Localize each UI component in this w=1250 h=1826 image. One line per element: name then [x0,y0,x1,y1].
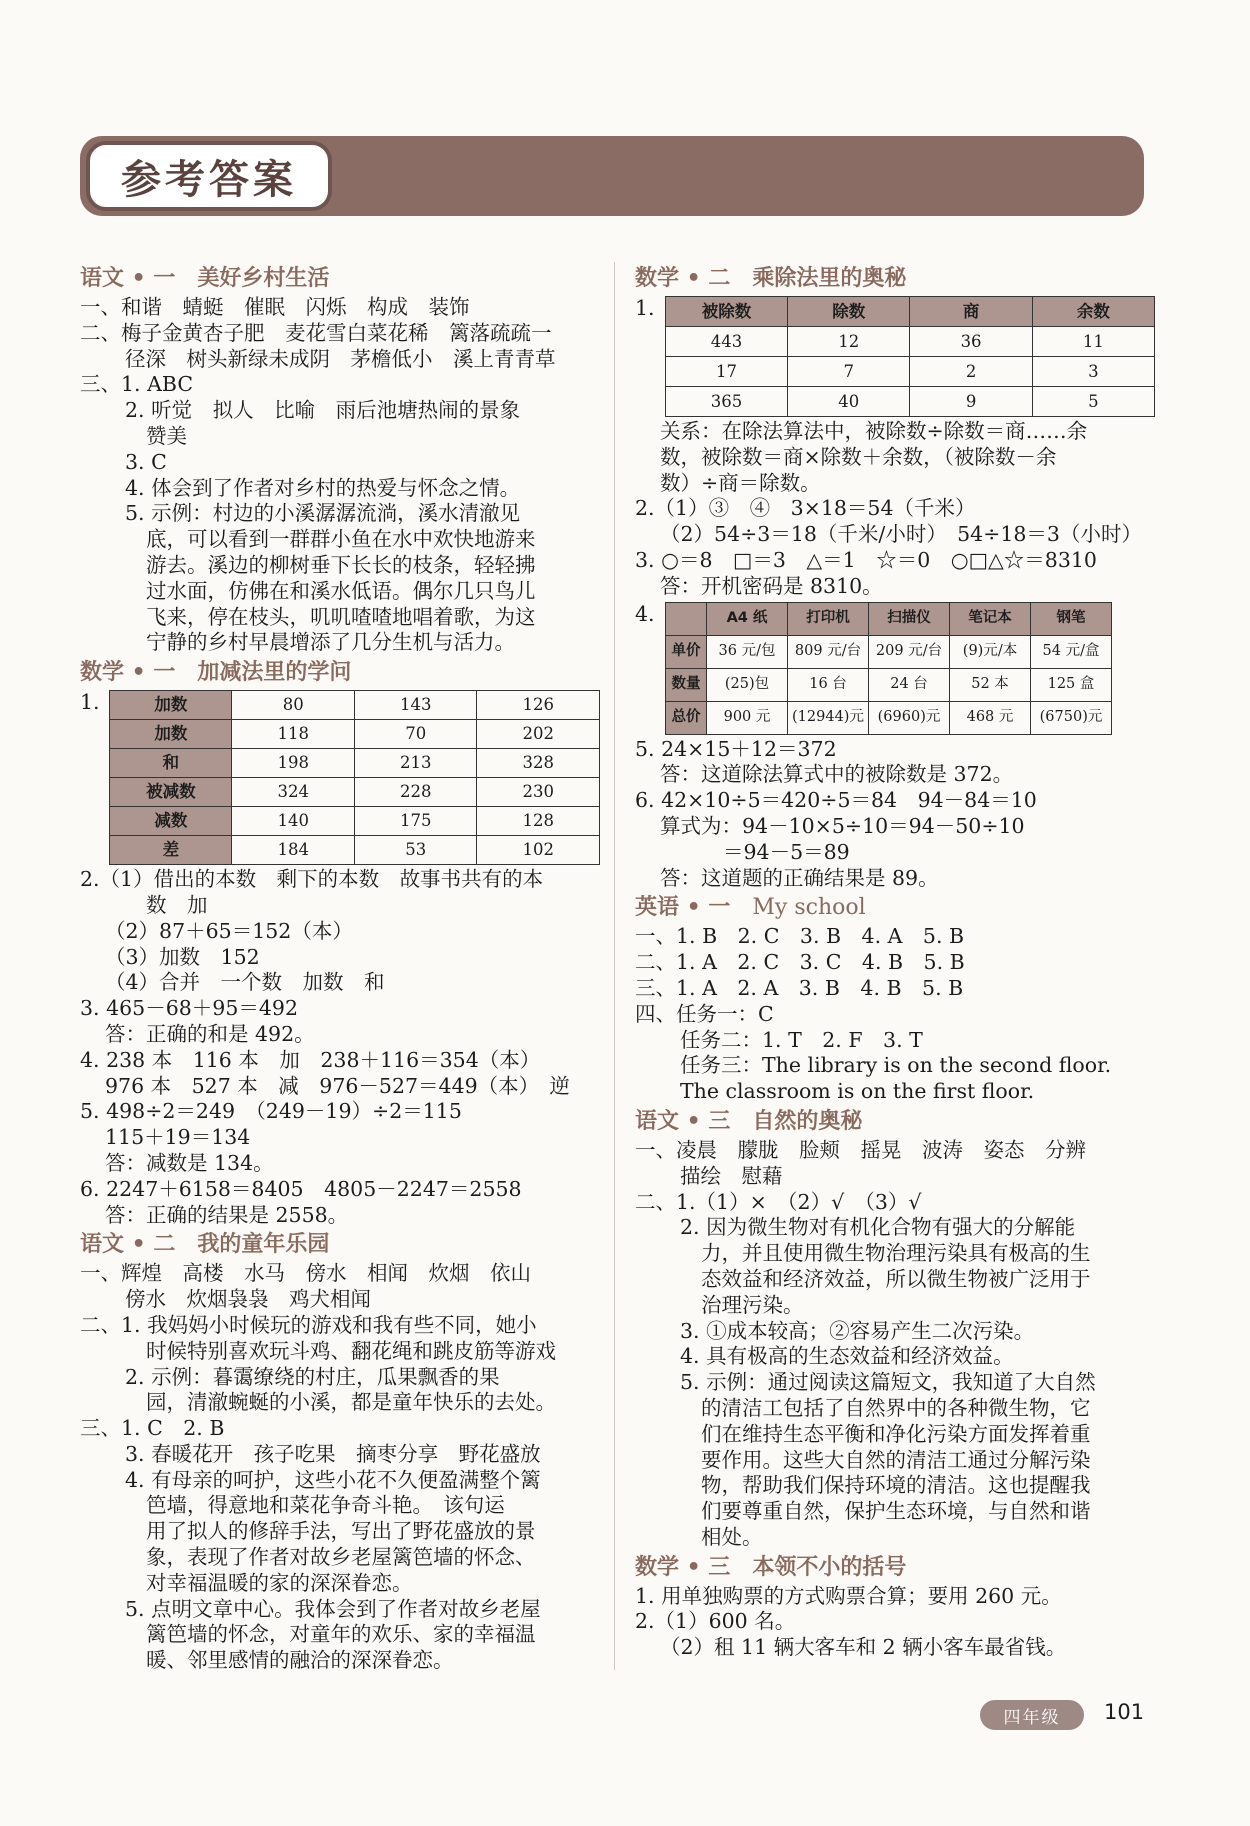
section-heading [635,1107,1155,1137]
table-block [635,296,1155,417]
table-cell: 和 [110,749,232,778]
table-cell: 余数 [1032,297,1154,327]
answer-line: （3）加数 152 [105,944,260,969]
answer-line: 6. 2247＋6158＝8405 4805－2247＝2558 [80,1176,522,1201]
table-cell: 175 [354,807,477,836]
table-row [110,691,600,720]
table-cell: 328 [477,749,600,778]
table-cell: 118 [232,720,355,749]
section-heading [80,264,600,294]
table-cell: 230 [477,778,600,807]
table-row [110,807,600,836]
answer-line: 一、和谐 蜻蜓 催眠 闪烁 构成 装饰 [80,295,470,319]
division-table [665,296,1155,417]
table-cell: 128 [477,807,600,836]
answer-line: 力，并且使用微生物治理污染具有极高的生 [701,1241,1091,1266]
table-cell: 468 元 [950,701,1031,734]
header-title-box [86,141,332,211]
table-row [110,720,600,749]
page-number: 101 [1104,1700,1145,1724]
section-subject: 语文 • 二 [80,1232,176,1258]
answer-line: （4）合并 一个数 加数 和 [105,970,385,995]
answer-line: 二、1. 我妈妈小时候玩的游戏和我有些不同，她小 [80,1312,537,1337]
section-subject: 数学 • 二 [635,266,731,291]
section-heading [635,893,1155,923]
section-subject: 数学 • 一 [80,660,176,686]
table-cell: 数量 [666,668,707,701]
answer-line: 3. 春暖花开 孩子吃果 摘枣分享 野花盛放 [125,1441,541,1466]
table-block [80,690,600,865]
section-title: 自然的奥秘 [752,1108,863,1134]
answer-line: 4. 体会到了作者对乡村的热爱与怀念之情。 [125,475,521,500]
table-cell: 184 [232,836,355,865]
answer-line: 答：正确的和是 492。 [105,1021,315,1046]
table-cell: A4 纸 [707,602,788,635]
answer-line: 过水面，仿佛在和溪水低语。偶尔几只鸟儿 [146,578,536,603]
table-cell: 17 [665,357,787,387]
answer-line: 底，可以看到一群群小鱼在水中欢快地游来 [146,527,536,552]
table-cell: 36 元/包 [707,635,788,668]
answer-line: 笆墙，得意地和菜花争奇斗艳。 该句运 [146,1493,505,1518]
table-cell: 143 [354,691,477,720]
answer-line: 3. C [125,449,167,474]
table-row [666,668,1112,701]
table-cell: (6750)元 [1031,701,1112,734]
table-cell: 54 元/盒 [1031,635,1112,668]
section-title: 本领不小的括号 [752,1554,907,1580]
table-cell: 40 [788,387,910,417]
table-cell: 202 [477,720,600,749]
answer-line: 3. ○＝8 □＝3 △＝1 ☆＝0 ○□△☆＝8310 [635,547,1097,572]
answer-line: 对幸福温暖的家的深深眷恋。 [146,1570,413,1595]
table-cell: 209 元/台 [869,635,950,668]
right-column [635,262,1155,1661]
table-row [665,387,1154,417]
table-cell: 324 [232,778,355,807]
section-subject: 语文 • 三 [635,1108,731,1134]
table-row [665,327,1154,357]
answer-line: 115＋19＝134 [105,1125,251,1150]
table-cell: 减数 [110,807,232,836]
section-title: 我的童年乐园 [197,1232,330,1258]
answer-line: 2.（1）600 名。 [635,1609,796,1634]
answer-line: 物，帮助我们保持环境的清洁。这也提醒我 [701,1473,1091,1498]
answer-line: 2.（1）借出的本数 剩下的本数 故事书共有的本 [80,867,544,892]
table-cell: 365 [665,387,787,417]
answer-line: 三、1. A 2. A 3. B 4. B 5. B [635,975,964,1000]
section-subject: 语文 • 一 [80,266,176,291]
answer-line: 时候特别喜欢玩斗鸡、翻花绳和跳皮筋等游戏 [146,1338,556,1363]
answer-line: 宁静的乡村早晨增添了几分生机与活力。 [146,630,515,655]
answer-line: 相处。 [701,1524,763,1549]
answer-line: 2.（1）③ ④ 3×18＝54（千米） [635,496,976,521]
answer-line: 的清洁工包括了自然界中的各种微生物，它 [701,1395,1091,1420]
table-cell: 16 台 [788,668,869,701]
answer-line: 篱笆墙的怀念，对童年的欢乐、家的幸福温 [146,1622,536,1647]
table-cell: 53 [354,836,477,865]
table-cell: 除数 [788,297,910,327]
answer-line: 们要尊重自然，保护生态环境，与自然和谐 [701,1499,1091,1524]
table-row [110,836,600,865]
answer-line: 答：这道除法算式中的被除数是 372。 [660,762,1014,787]
answer-line: 一、辉煌 高楼 水马 傍水 相闻 炊烟 依山 [80,1261,531,1286]
answer-line: 答：开机密码是 8310。 [660,573,883,598]
table-cell: 102 [477,836,600,865]
answer-line: 三、1. ABC [80,372,194,397]
table-cell: 809 元/台 [788,635,869,668]
left-column [80,262,600,1674]
section-title: 美好乡村生活 [197,266,330,291]
table-cell: 2 [910,357,1032,387]
answer-line: 一、1. B 2. C 3. B 4. A 5. B [635,924,965,949]
answer-line: 5. 示例：通过阅读这篇短文，我知道了大自然 [680,1370,1096,1395]
answer-line: 5. 24×15＋12＝372 [635,736,837,761]
answer-line: 们在维持生态平衡和净化污染方面发挥着重 [701,1421,1091,1446]
table-cell: 5 [1032,387,1154,417]
table-row [665,357,1154,387]
table-row [665,297,1154,327]
answer-line: 园，清澈蜿蜒的小溪，都是童年快乐的去处。 [146,1390,556,1415]
table-cell: 被减数 [110,778,232,807]
answer-line: 5. 示例：村边的小溪潺潺流淌，溪水清澈见 [125,501,521,526]
answer-line: （2）87＋65＝152（本） [105,918,353,943]
section-heading [635,1553,1155,1583]
answer-line: 4. 具有极高的生态效益和经济效益。 [680,1344,1014,1369]
table-cell: 钢笔 [1031,602,1112,635]
table-row [666,635,1112,668]
answer-line: ＝94－5＝89 [723,839,850,864]
answer-line: 3. ①成本较高；②容易产生二次污染。 [680,1318,1035,1343]
table-cell: 笔记本 [950,602,1031,635]
answer-line: 三、1. C 2. B [80,1416,225,1441]
table-cell: 3 [1032,357,1154,387]
answer-line: 二、梅子金黄杏子肥 麦花雪白菜花稀 篱落疏疏一 [80,320,552,345]
table-row [110,778,600,807]
answer-line: 态效益和经济效益，所以微生物被广泛用于 [701,1266,1091,1291]
answer-line: 答：正确的结果是 2558。 [105,1202,349,1227]
table-cell: (25)包 [707,668,788,701]
table-cell: 70 [354,720,477,749]
answer-line: 算式为：94－10×5÷10＝94－50÷10 [660,813,1025,838]
table-cell: 228 [354,778,477,807]
table-cell: 24 台 [869,668,950,701]
answer-line: 1. 用单独购票的方式购票合算；要用 260 元。 [635,1583,1062,1608]
section-title: 加减法里的学问 [197,660,352,686]
table-row [666,701,1112,734]
answer-line: 四、任务一：C [635,1001,774,1026]
answer-line: 3. 465－68＋95＝492 [80,996,299,1021]
table-cell: (6960)元 [869,701,950,734]
answer-line: 976 本 527 本 减 976－527＝449（本） 逆 [105,1073,570,1098]
table-cell: 9 [910,387,1032,417]
answer-line: 答：减数是 134。 [105,1150,274,1175]
column-divider [614,262,615,1670]
answer-line: 2. 听觉 拟人 比喻 雨后池塘热闹的景象 [125,398,521,423]
table-cell: 7 [788,357,910,387]
table-cell: 加数 [110,691,232,720]
table-row [110,749,600,778]
question-number: 1. [80,690,100,715]
answer-line: 用了拟人的修辞手法，写出了野花盛放的景 [146,1519,536,1544]
page-title: 参考答案 [121,156,297,203]
answer-line: 5. 点明文章中心。我体会到了作者对故乡老屋 [125,1596,541,1621]
answer-line: 游去。溪边的柳树垂下长长的枝条，轻轻拂 [146,552,536,577]
table-cell: 125 盒 [1031,668,1112,701]
answer-line: 4. 238 本 116 本 加 238＋116＝354（本） [80,1047,541,1072]
answer-line: 飞来，停在枝头，叽叽喳喳地唱着歌，为这 [146,604,536,629]
answer-line: 暖、邻里感情的融洽的深深眷恋。 [146,1648,454,1673]
answer-line: 径深 树头新绿未成阴 茅檐低小 溪上青青草 [125,346,556,371]
answer-line: 2. 示例：暮霭缭绕的村庄，瓜果飘香的果 [125,1364,500,1389]
table-cell: 12 [788,327,910,357]
answer-line: 赞美 [146,423,187,448]
answer-line: 2. 因为微生物对有机化合物有强大的分解能 [680,1215,1076,1240]
answer-line: 一、凌晨 朦胧 脸颊 摇晃 波涛 姿态 分辨 [635,1137,1086,1162]
table-cell: 扫描仪 [869,602,950,635]
purchase-table [665,602,1112,735]
answer-line: 任务二：1. T 2. F 3. T [680,1027,923,1052]
table-cell: 443 [665,327,787,357]
table-cell: (12944)元 [788,701,869,734]
table-cell: (9)元/本 [950,635,1031,668]
answer-line: （2）租 11 辆大客车和 2 辆小客车最省钱。 [660,1635,1067,1660]
table-cell: 被除数 [665,297,787,327]
table-cell: 52 本 [950,668,1031,701]
grade-badge: 四年级 [980,1700,1084,1730]
answer-line: 二、1. A 2. C 3. C 4. B 5. B [635,950,965,975]
table-cell: 加数 [110,720,232,749]
table-cell: 36 [910,327,1032,357]
table-cell: 商 [910,297,1032,327]
table-cell: 213 [354,749,477,778]
table-cell: 总价 [666,701,707,734]
answer-line: 要作用。这些大自然的清洁工通过分解污染 [701,1447,1091,1472]
table-cell: 900 元 [707,701,788,734]
answer-line: 描绘 慰藉 [680,1163,783,1188]
question-number: 1. [635,296,655,320]
answer-line: 数）÷商＝除数。 [660,470,821,495]
section-title: 乘除法里的奥秘 [752,266,907,291]
table-cell: 单价 [666,635,707,668]
table-cell: 140 [232,807,355,836]
table-cell: 打印机 [788,602,869,635]
table-block [635,602,1155,735]
section-subject: 数学 • 三 [635,1554,731,1580]
table-cell: 198 [232,749,355,778]
section-title: My school [752,895,866,921]
answer-line: The classroom is on the first floor. [680,1079,1035,1104]
section-heading [80,658,600,688]
question-number: 4. [635,601,655,626]
answer-line: 任务三：The library is on the second floor. [680,1053,1112,1078]
section-heading [635,264,1155,294]
answer-line: 关系：在除法算法中，被除数÷除数＝商……余 [660,419,1088,443]
answer-line: （2）54÷3＝18（千米/小时） 54÷18＝3（小时） [660,522,1142,547]
table-row [666,602,1112,635]
table-cell: 差 [110,836,232,865]
table-cell [666,602,707,635]
answer-line: 治理污染。 [701,1292,804,1317]
section-heading [80,1230,600,1260]
answer-line: 傍水 炊烟袅袅 鸡犬相闻 [125,1287,371,1312]
table-cell: 126 [477,691,600,720]
answer-line: 二、1.（1）× （2）√ （3）√ [635,1189,922,1214]
table-cell: 80 [232,691,355,720]
answer-line: 答：这道题的正确结果是 89。 [660,865,939,890]
answer-line: 象，表现了作者对故乡老屋篱笆墙的怀念、 [146,1545,536,1570]
answer-line: 数，被除数＝商×除数＋余数，（被除数－余 [660,444,1057,469]
answer-line: 6. 42×10÷5＝420÷5＝84 94－84＝10 [635,788,1037,813]
answer-line: 4. 有母亲的呵护，这些小花不久便盈满整个篱 [125,1467,541,1492]
table-cell: 11 [1032,327,1154,357]
answer-line: 数 加 [146,892,208,917]
section-subject: 英语 • 一 [635,895,731,921]
answer-line: 5. 498÷2＝249 （249－19）÷2＝115 [80,1099,462,1124]
addition-subtraction-table [109,690,600,865]
